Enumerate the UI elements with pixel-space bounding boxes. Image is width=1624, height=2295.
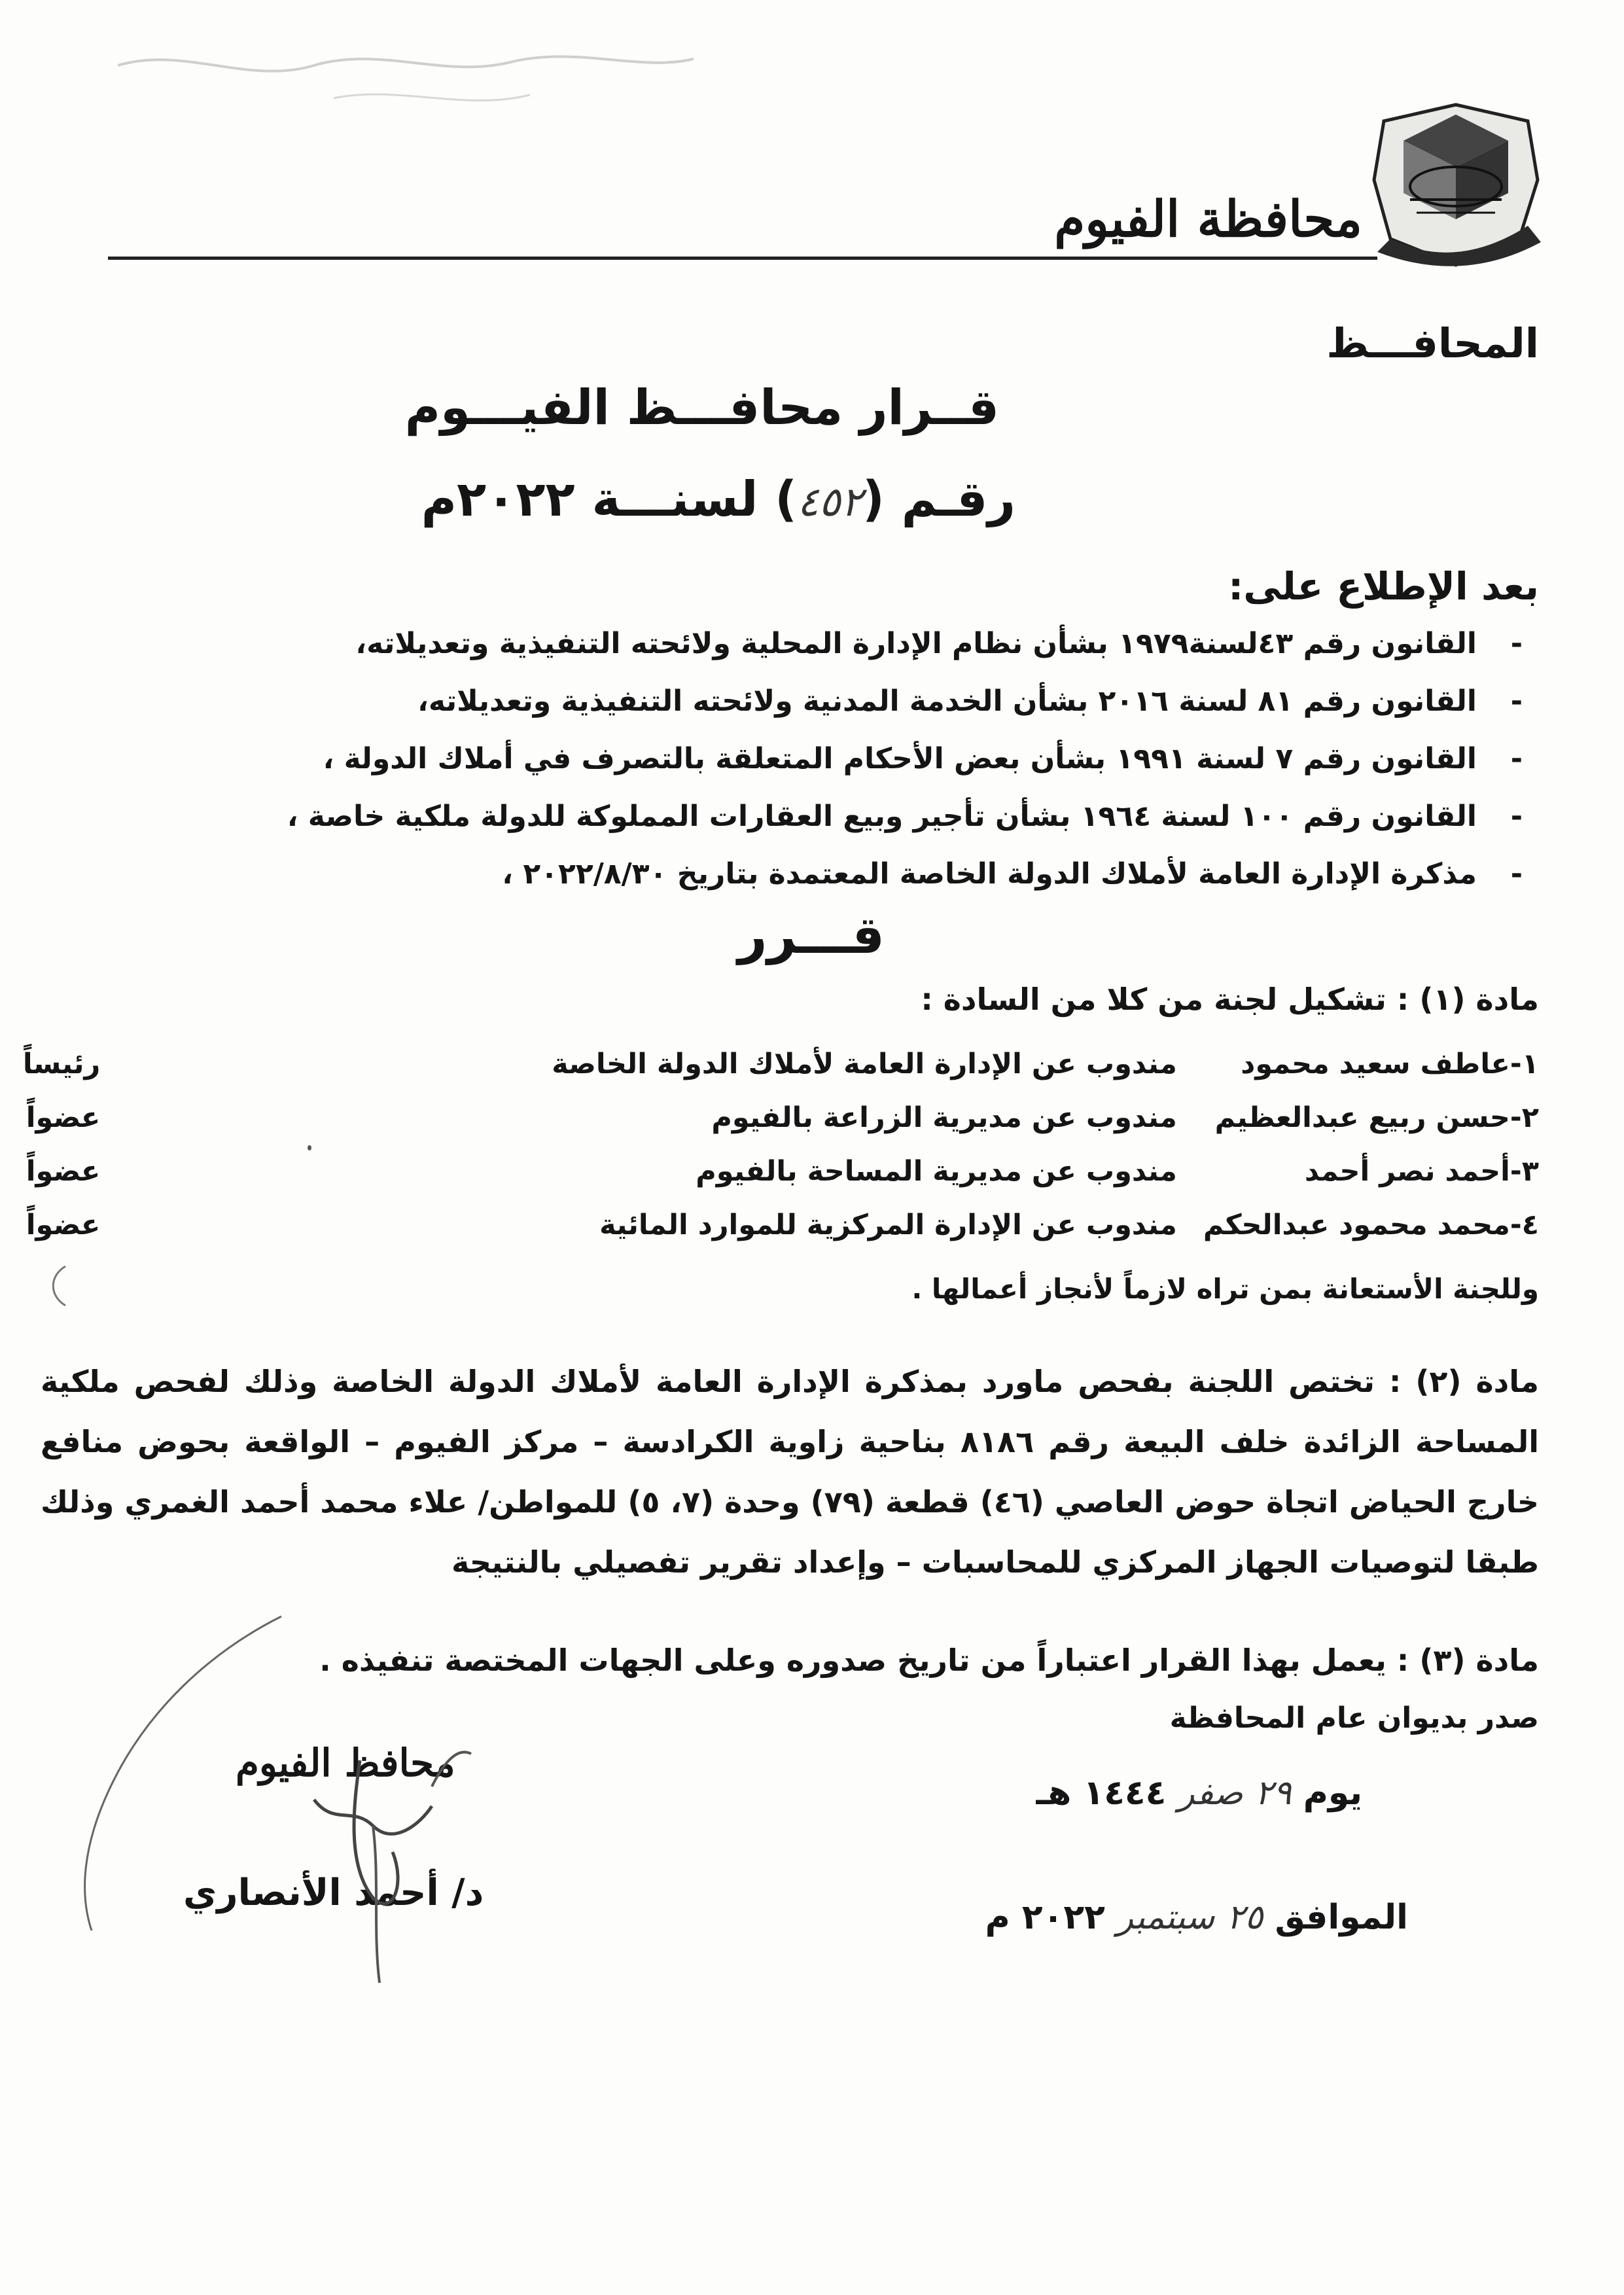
gregorian-date bbox=[985, 1898, 1408, 1937]
article-3-text: مادة (٣) : يعمل بهذا القرار اعتباراً من تاريخ صدوره وعلى الجهات المختصة تنفيذه . bbox=[319, 1643, 1539, 1678]
member-number: ٢- bbox=[1509, 1101, 1539, 1134]
decision-title: قــرار محافـــظ الفيـــوم bbox=[404, 380, 999, 436]
committee-members-table bbox=[23, 1037, 1539, 1252]
member-name: حسن ربيع عبدالعظيم bbox=[1214, 1101, 1510, 1134]
table-row bbox=[23, 1198, 1539, 1252]
hijri-date-prefix: يوم bbox=[1303, 1773, 1362, 1813]
hijri-day-handwritten: ٢٩ bbox=[1254, 1773, 1292, 1813]
member-number: ٣- bbox=[1509, 1155, 1539, 1188]
gregorian-day-handwritten: ٢٥ bbox=[1226, 1898, 1263, 1937]
preamble-item: -القانون رقم ١٠٠ لسنة ١٩٦٤ بشأن تأجير وبيع العقارات المملوكة للدولة ملكية خاصة ، bbox=[287, 800, 1523, 833]
member-role: عضواً bbox=[26, 1209, 101, 1241]
decided-heading: قـــرر bbox=[737, 906, 885, 965]
margin-mark bbox=[308, 1145, 311, 1150]
preamble-item: -القانون رقم ٧ لسنة ١٩٩١ بشأن بعض الأحكام المتعلقة بالتصرف في أملاك الدولة ، bbox=[323, 742, 1523, 775]
preamble-heading: بعد الإطلاع على: bbox=[1228, 564, 1539, 609]
member-name: محمد محمود عبدالحكم bbox=[1203, 1209, 1510, 1241]
member-name: عاطف سعيد محمود bbox=[1241, 1048, 1510, 1080]
office-label: المحافـــظ bbox=[1326, 319, 1539, 367]
member-name: أحمد نصر أحمد bbox=[1304, 1155, 1510, 1188]
hijri-year: ١٤٤٤ هـ bbox=[1036, 1773, 1167, 1813]
punch-hole-mark-icon bbox=[46, 1263, 72, 1309]
table-row bbox=[23, 1145, 1539, 1198]
gregorian-date-prefix: الموافق bbox=[1275, 1898, 1408, 1937]
decision-number-handwritten: ٤٥٢ bbox=[797, 478, 863, 525]
decision-number-prefix: رقـم ( bbox=[862, 471, 1015, 527]
signatory-title: محافظ الفيوم bbox=[236, 1741, 455, 1785]
article-1-title: مادة (١) : تشكيل لجنة من كلا من السادة : bbox=[921, 982, 1539, 1017]
signatory-name: د/ أحمد الأنصاري bbox=[183, 1872, 484, 1914]
gregorian-month-handwritten: سبتمبر bbox=[1116, 1898, 1215, 1937]
member-number: ١- bbox=[1509, 1048, 1539, 1080]
hijri-month-handwritten: صفر bbox=[1178, 1773, 1243, 1813]
governorate-name: محافظة الفيوم bbox=[1054, 190, 1362, 248]
faint-scribble-icon bbox=[105, 26, 824, 131]
issuance-place: صدر بديوان عام المحافظة bbox=[1169, 1701, 1539, 1735]
preamble-list bbox=[83, 615, 1523, 903]
member-represents: مندوب عن الإدارة المركزية للموارد المائية bbox=[599, 1209, 1177, 1241]
preamble-item: -مذكرة الإدارة العامة لأملاك الدولة الخاصة المعتمدة بتاريخ ٢٠٢٢/٨/٣٠ ، bbox=[502, 857, 1523, 891]
header-divider bbox=[108, 257, 1377, 260]
table-row bbox=[23, 1091, 1539, 1145]
handwritten-signature-icon bbox=[65, 1590, 563, 1996]
preamble-item: -القانون رقم ٤٣لسنة١٩٧٩ بشأن نظام الإدارة المحلية ولائحته التنفيذية وتعديلاته، bbox=[355, 627, 1523, 660]
table-row bbox=[23, 1037, 1539, 1091]
committee-assistance-note: وللجنة الأستعانة بمن تراه لازماً لأنجاز أعمالها . bbox=[911, 1273, 1539, 1305]
preamble-item: -القانون رقم ٨١ لسنة ٢٠١٦ بشأن الخدمة المدنية ولائحته التنفيذية وتعديلاته، bbox=[417, 685, 1523, 718]
decision-number-suffix: ) لسنـــة ٢٠٢٢م bbox=[421, 471, 798, 527]
member-role: عضواً bbox=[26, 1155, 101, 1188]
decision-number bbox=[421, 471, 1015, 527]
member-represents: مندوب عن مديرية المساحة بالفيوم bbox=[696, 1155, 1177, 1188]
member-role: رئيساً bbox=[22, 1048, 101, 1080]
governorate-emblem-icon bbox=[1364, 101, 1547, 272]
member-role: عضواً bbox=[26, 1101, 101, 1134]
member-represents: مندوب عن الإدارة العامة لأملاك الدولة الخاصة bbox=[552, 1048, 1177, 1080]
hijri-date bbox=[1036, 1773, 1362, 1813]
member-number: ٤- bbox=[1509, 1209, 1539, 1241]
member-represents: مندوب عن مديرية الزراعة بالفيوم bbox=[711, 1101, 1177, 1134]
gregorian-year: ٢٠٢٢ م bbox=[985, 1898, 1105, 1937]
article-2-text: مادة (٢) : تختص اللجنة بفحص ماورد بمذكرة الإدارة العامة لأملاك الدولة الخاصة وذلك لفحص ملكية المساحة الزائدة خلف البيعة رقم ٨١٨٦ بناحية زاوية الكرادسة – مركز الفيوم – الواقعة بحوض منافع خارج الحياض اتجاة حوض العاصي (٤٦) قطعة (٧٩) وحدة (٧، ٥) للمواطن/ علاء محمد أحمد الغمري وذلك طبقا لتوصيات الجهاز المركزي للمحاسبات – وإعداد تقرير تفصيلي بالنتيجة bbox=[41, 1364, 1539, 1580]
